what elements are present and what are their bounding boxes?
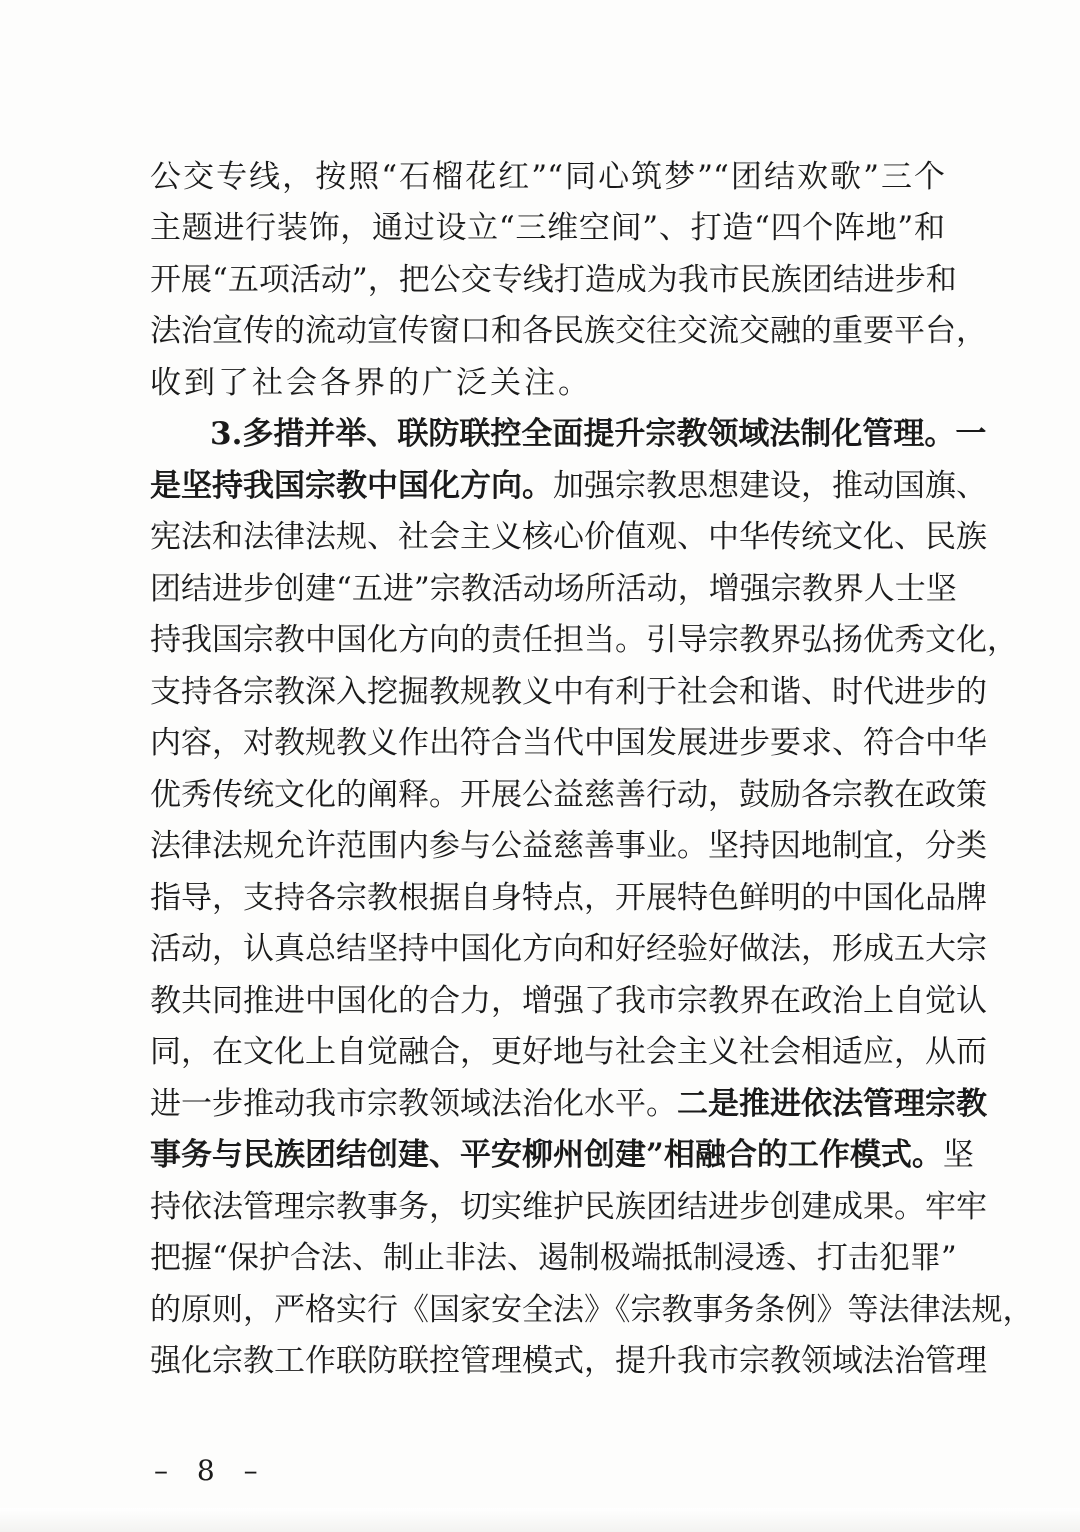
- body-line-7: [150, 463, 987, 509]
- body-line-13: 优秀传统文化的阐释。开展公益慈善行动，鼓励各宗教在政策: [150, 777, 987, 813]
- body-line-18: 同，在文化上自觉融合，更好地与社会主义社会相适应，从而: [150, 1034, 987, 1070]
- body-line-24: 强化宗教工作联防联控管理模式，提升我市宗教领域法治管理: [150, 1343, 987, 1379]
- body-line-7-rest: 加强宗教思想建设，推动国旗、: [553, 468, 987, 504]
- scan-bottom-edge: [0, 1508, 1080, 1532]
- body-line-20-rest: 坚: [942, 1137, 974, 1173]
- body-line-14: 法律法规允许范围内参与公益慈善事业。坚持因地制宜，分类: [150, 828, 987, 864]
- body-line-23: 的原则，严格实行《国家安全法》《宗教事务条例》等法律法规，: [150, 1292, 1034, 1328]
- body-line-21: 持依法管理宗教事务，切实维护民族团结进步创建成果。牢牢: [150, 1189, 987, 1225]
- body-line-19-normal: 进一步推动我市宗教领域法治化水平。: [150, 1086, 677, 1122]
- bold-lead-phrase: 是坚持我国宗教中国化方向。: [150, 468, 553, 504]
- body-line-4: 法治宣传的流动宣传窗口和各民族交往交流交融的重要平台，: [150, 313, 987, 349]
- bold-second-point-continued: 事务与民族团结创建、平安柳州创建”相融合的工作模式。: [150, 1137, 943, 1173]
- body-line-15: 指导，支持各宗教根据自身特点，开展特色鲜明的中国化品牌: [150, 880, 987, 916]
- body-line-22: 把握“保护合法、制止非法、遏制极端抵制浸透、打击犯罪”: [150, 1240, 957, 1276]
- section-heading-3: 3.多措并举、联防联控全面提升宗教领域法制化管理。一: [210, 416, 987, 452]
- body-line-8: 宪法和法律法规、社会主义核心价值观、中华传统文化、民族: [150, 519, 987, 555]
- page-number: – 8 –: [154, 1454, 268, 1487]
- body-line-9: 团结进步创建“五进”宗教活动场所活动，增强宗教界人士坚: [150, 571, 957, 607]
- body-line-2: 主题进行装饰，通过设立“三维空间”、打造“四个阵地”和: [150, 210, 945, 246]
- body-line-16: 活动，认真总结坚持中国化方向和好经验好做法，形成五大宗: [150, 931, 987, 967]
- body-line-3: 开展“五项活动”，把公交专线打造成为我市民族团结进步和: [150, 262, 957, 298]
- body-line-11: 支持各宗教深入挖掘教规教义中有利于社会和谐、时代进步的: [150, 674, 987, 710]
- bold-second-point: 二是推进依法管理宗教: [677, 1086, 987, 1122]
- body-line-1: 公交专线，按照“石榴花红”“同心筑梦”“团结欢歌”三个: [150, 159, 945, 195]
- body-line-5: 收到了社会各界的广泛关注。: [150, 365, 592, 401]
- body-line-20: [150, 1132, 974, 1178]
- body-line-10: 持我国宗教中国化方向的责任担当。引导宗教界弘扬优秀文化，: [150, 622, 1018, 658]
- body-line-12: 内容，对教规教义作出符合当代中国发展进步要求、符合中华: [150, 725, 987, 761]
- body-line-17: 教共同推进中国化的合力，增强了我市宗教界在政治上自觉认: [150, 983, 987, 1019]
- body-line-19: [150, 1081, 987, 1127]
